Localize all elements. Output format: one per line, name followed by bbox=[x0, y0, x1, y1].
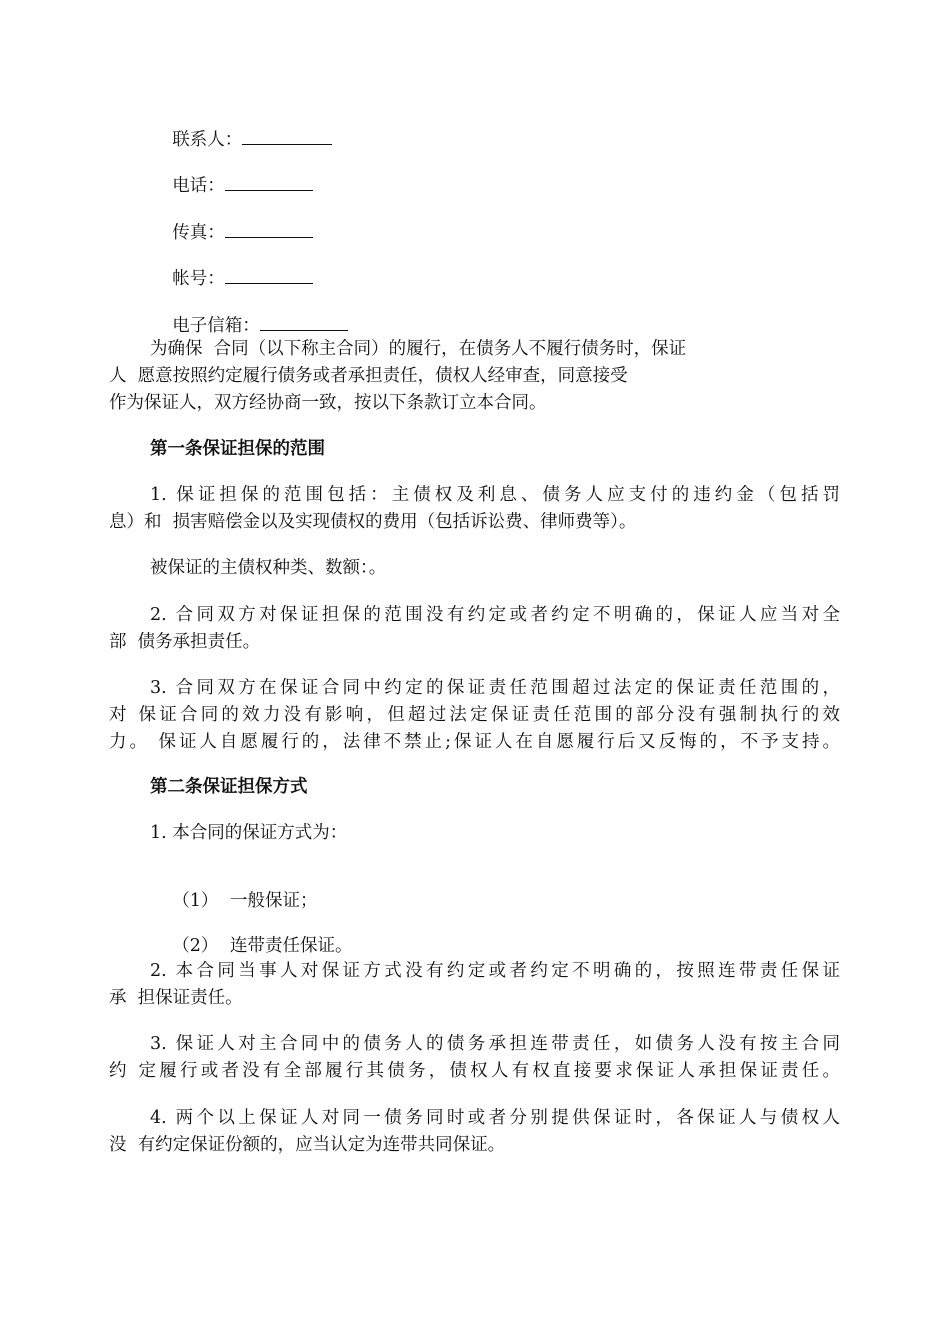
phone-label: 电话： bbox=[172, 176, 225, 196]
article2-p3-line2: 约 定履行或者没有全部履行其债务，债权人有权直接要求保证人承担保证责任。 bbox=[109, 1061, 840, 1081]
article2-p2-line1: 2. 本合同当事人对保证方式没有约定或者约定不明确的，按照连带责任保证 bbox=[150, 961, 840, 981]
intro-line-3: 作为保证人，双方经协商一致，按以下条款订立本合同。 bbox=[109, 393, 547, 413]
article1-p4-line1: 3. 合同双方在保证合同中约定的保证责任范围超过法定的保证责任范围的， bbox=[150, 678, 840, 698]
fax-blank bbox=[225, 221, 313, 238]
option-2-text: 连带责任保证。 bbox=[230, 936, 353, 956]
article2-p1: 1. 本合同的保证方式为： bbox=[150, 823, 348, 843]
option-2-number: （2） bbox=[172, 936, 219, 956]
article1-p4-line3: 力。 保证人自愿履行的，法律不禁止;保证人在自愿履行后又反悔的，不予支持。 bbox=[109, 732, 840, 752]
article1-p2: 被保证的主债权种类、数额：。 bbox=[150, 558, 387, 578]
contact-person-blank bbox=[242, 128, 332, 145]
article1-p1-line2: 息）和 损害赔偿金以及实现债权的费用（包括诉讼费、律师费等）。 bbox=[109, 512, 637, 532]
article1-heading: 第一条保证担保的范围 bbox=[150, 439, 325, 459]
account-label: 帐号： bbox=[172, 269, 225, 289]
account-blank bbox=[225, 267, 313, 284]
email-blank bbox=[260, 314, 348, 331]
article1-p3-line2: 部 债务承担责任。 bbox=[109, 632, 261, 652]
article1-p3-line1: 2. 合同双方对保证担保的范围没有约定或者约定不明确的，保证人应当对全 bbox=[150, 605, 840, 625]
article2-p4-line1: 4. 两个以上保证人对同一债务同时或者分别提供保证时，各保证人与债权人 bbox=[150, 1108, 840, 1128]
article1-p1-line1: 1. 保证担保的范围包括：主债权及利息、债务人应支付的违约金（包括罚 bbox=[150, 485, 840, 505]
article1-p4-line2: 对 保证合同的效力没有影响，但超过法定保证责任范围的部分没有强制执行的效 bbox=[109, 705, 840, 725]
article2-p4-line2: 没 有约定保证份额的，应当认定为连带共同保证。 bbox=[109, 1135, 506, 1155]
article2-p2-line2: 承 担保证责任。 bbox=[109, 988, 243, 1008]
intro-line-1: 为确保 合同（以下称主合同）的履行，在债务人不履行债务时，保证 bbox=[150, 339, 687, 359]
article2-heading: 第二条保证担保方式 bbox=[150, 777, 308, 797]
option-1-number: （1） bbox=[172, 891, 219, 911]
article2-p3-line1: 3. 保证人对主合同中的债务人的债务承担连带责任，如债务人没有按主合同 bbox=[150, 1034, 840, 1054]
contact-person-label: 联系人： bbox=[172, 130, 243, 150]
email-label: 电子信箱： bbox=[172, 316, 260, 336]
phone-blank bbox=[225, 174, 313, 191]
intro-line-2: 人 愿意按照约定履行债务或者承担责任，债权人经审查，同意接受 bbox=[109, 366, 628, 386]
fax-label: 传真： bbox=[172, 223, 225, 243]
option-1-text: 一般保证； bbox=[230, 891, 318, 911]
